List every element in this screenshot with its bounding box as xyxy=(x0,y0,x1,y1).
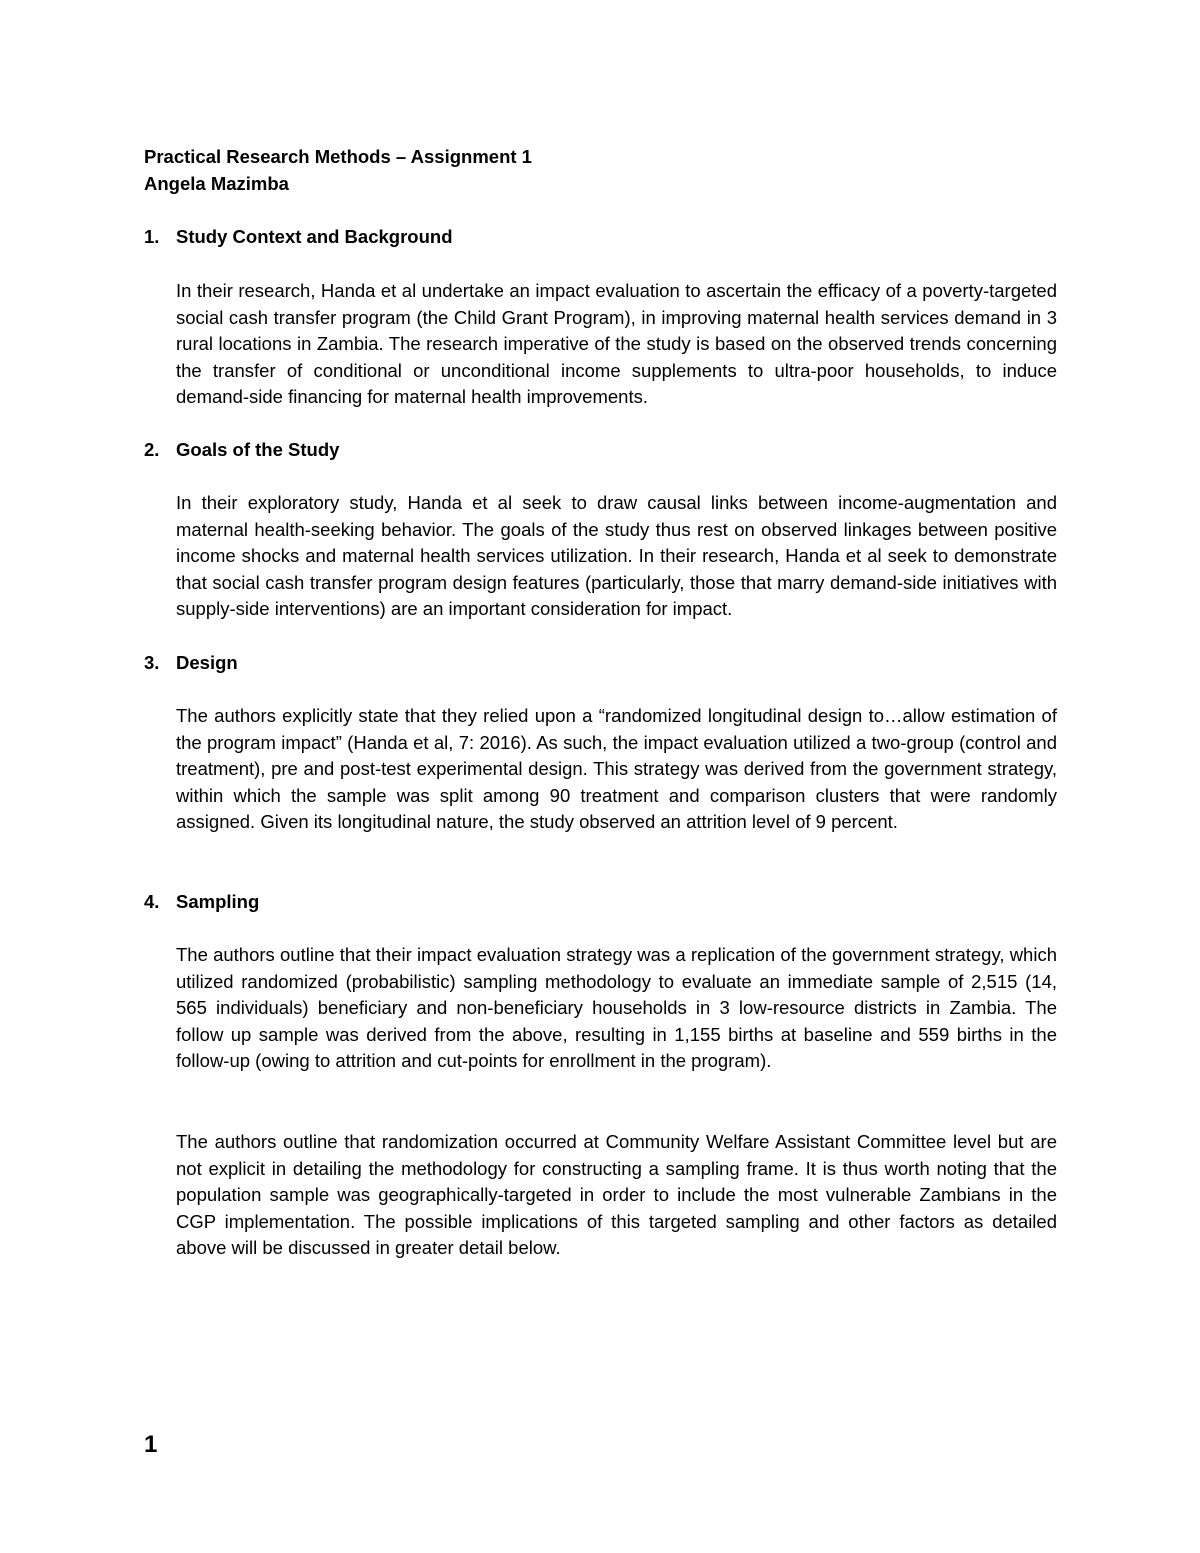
section-number: 1. xyxy=(144,226,160,247)
section-2-heading xyxy=(144,437,339,463)
section-title: Sampling xyxy=(176,891,260,912)
section-title: Goals of the Study xyxy=(176,439,340,460)
page-number: 1 xyxy=(144,1431,158,1458)
section-4-heading xyxy=(144,889,259,915)
section-2-paragraph: In their exploratory study, Handa et al seek to draw causal links between income-augmentation and maternal health-seeking behavior. The goals of the study thus rest on observed linkages between positive income shocks and maternal health services utilization. In their research, Handa et al seek to demonstrate that social cash transfer program design features (particularly, those that marry demand-side initiatives with supply-side interventions) are an important consideration for impact. xyxy=(176,492,1057,620)
document-title: Practical Research Methods – Assignment 1 xyxy=(144,146,532,167)
document-header xyxy=(144,143,532,197)
section-title: Design xyxy=(176,652,238,673)
section-number: 3. xyxy=(144,652,160,673)
section-4-paragraph-1: The authors outline that their impact evaluation strategy was a replication of the government strategy, which utilized randomized (probabilistic) sampling methodology to evaluate an immediate sample of 2,515 (14, 565 individuals) beneficiary and non-beneficiary households in 3 low-resource districts in Zambia. The follow up sample was derived from the above, resulting in 1,155 births at baseline and 559 births in the follow-up (owing to attrition and cut-points for enrollment in the program). xyxy=(176,944,1057,1072)
section-1-heading xyxy=(144,224,453,250)
section-title: Study Context and Background xyxy=(176,226,453,247)
section-4-paragraph-2: The authors outline that randomization occurred at Community Welfare Assistant Committee level but are not explicit in detailing the methodology for constructing a sampling frame. It is thus worth noting that the population sample was geographically-targeted in order to include the most vulnerable Zambians in the CGP implementation. The possible implications of this targeted sampling and other factors as detailed above will be discussed in greater detail below. xyxy=(176,1131,1057,1259)
section-3-heading xyxy=(144,650,238,676)
section-1-paragraph: In their research, Handa et al undertake an impact evaluation to ascertain the efficacy of a poverty-targeted social cash transfer program (the Child Grant Program), in improving maternal health services demand in 3 rural locations in Zambia. The research imperative of the study is based on the observed trends concerning the transfer of conditional or unconditional income supplements to ultra-poor households, to induce demand-side financing for maternal health improvements. xyxy=(176,280,1057,408)
section-3-paragraph: The authors explicitly state that they relied upon a “randomized longitudinal design to…allow estimation of the program impact” (Handa et al, 7: 2016). As such, the impact evaluation utilized a two-group (control and treatment), pre and post-test experimental design. This strategy was derived from the government strategy, within which the sample was split among 90 treatment and comparison clusters that were randomly assigned. Given its longitudinal nature, the study observed an attrition level of 9 percent. xyxy=(176,705,1057,833)
section-number: 2. xyxy=(144,439,160,460)
section-number: 4. xyxy=(144,891,160,912)
document-author: Angela Mazimba xyxy=(144,173,289,194)
